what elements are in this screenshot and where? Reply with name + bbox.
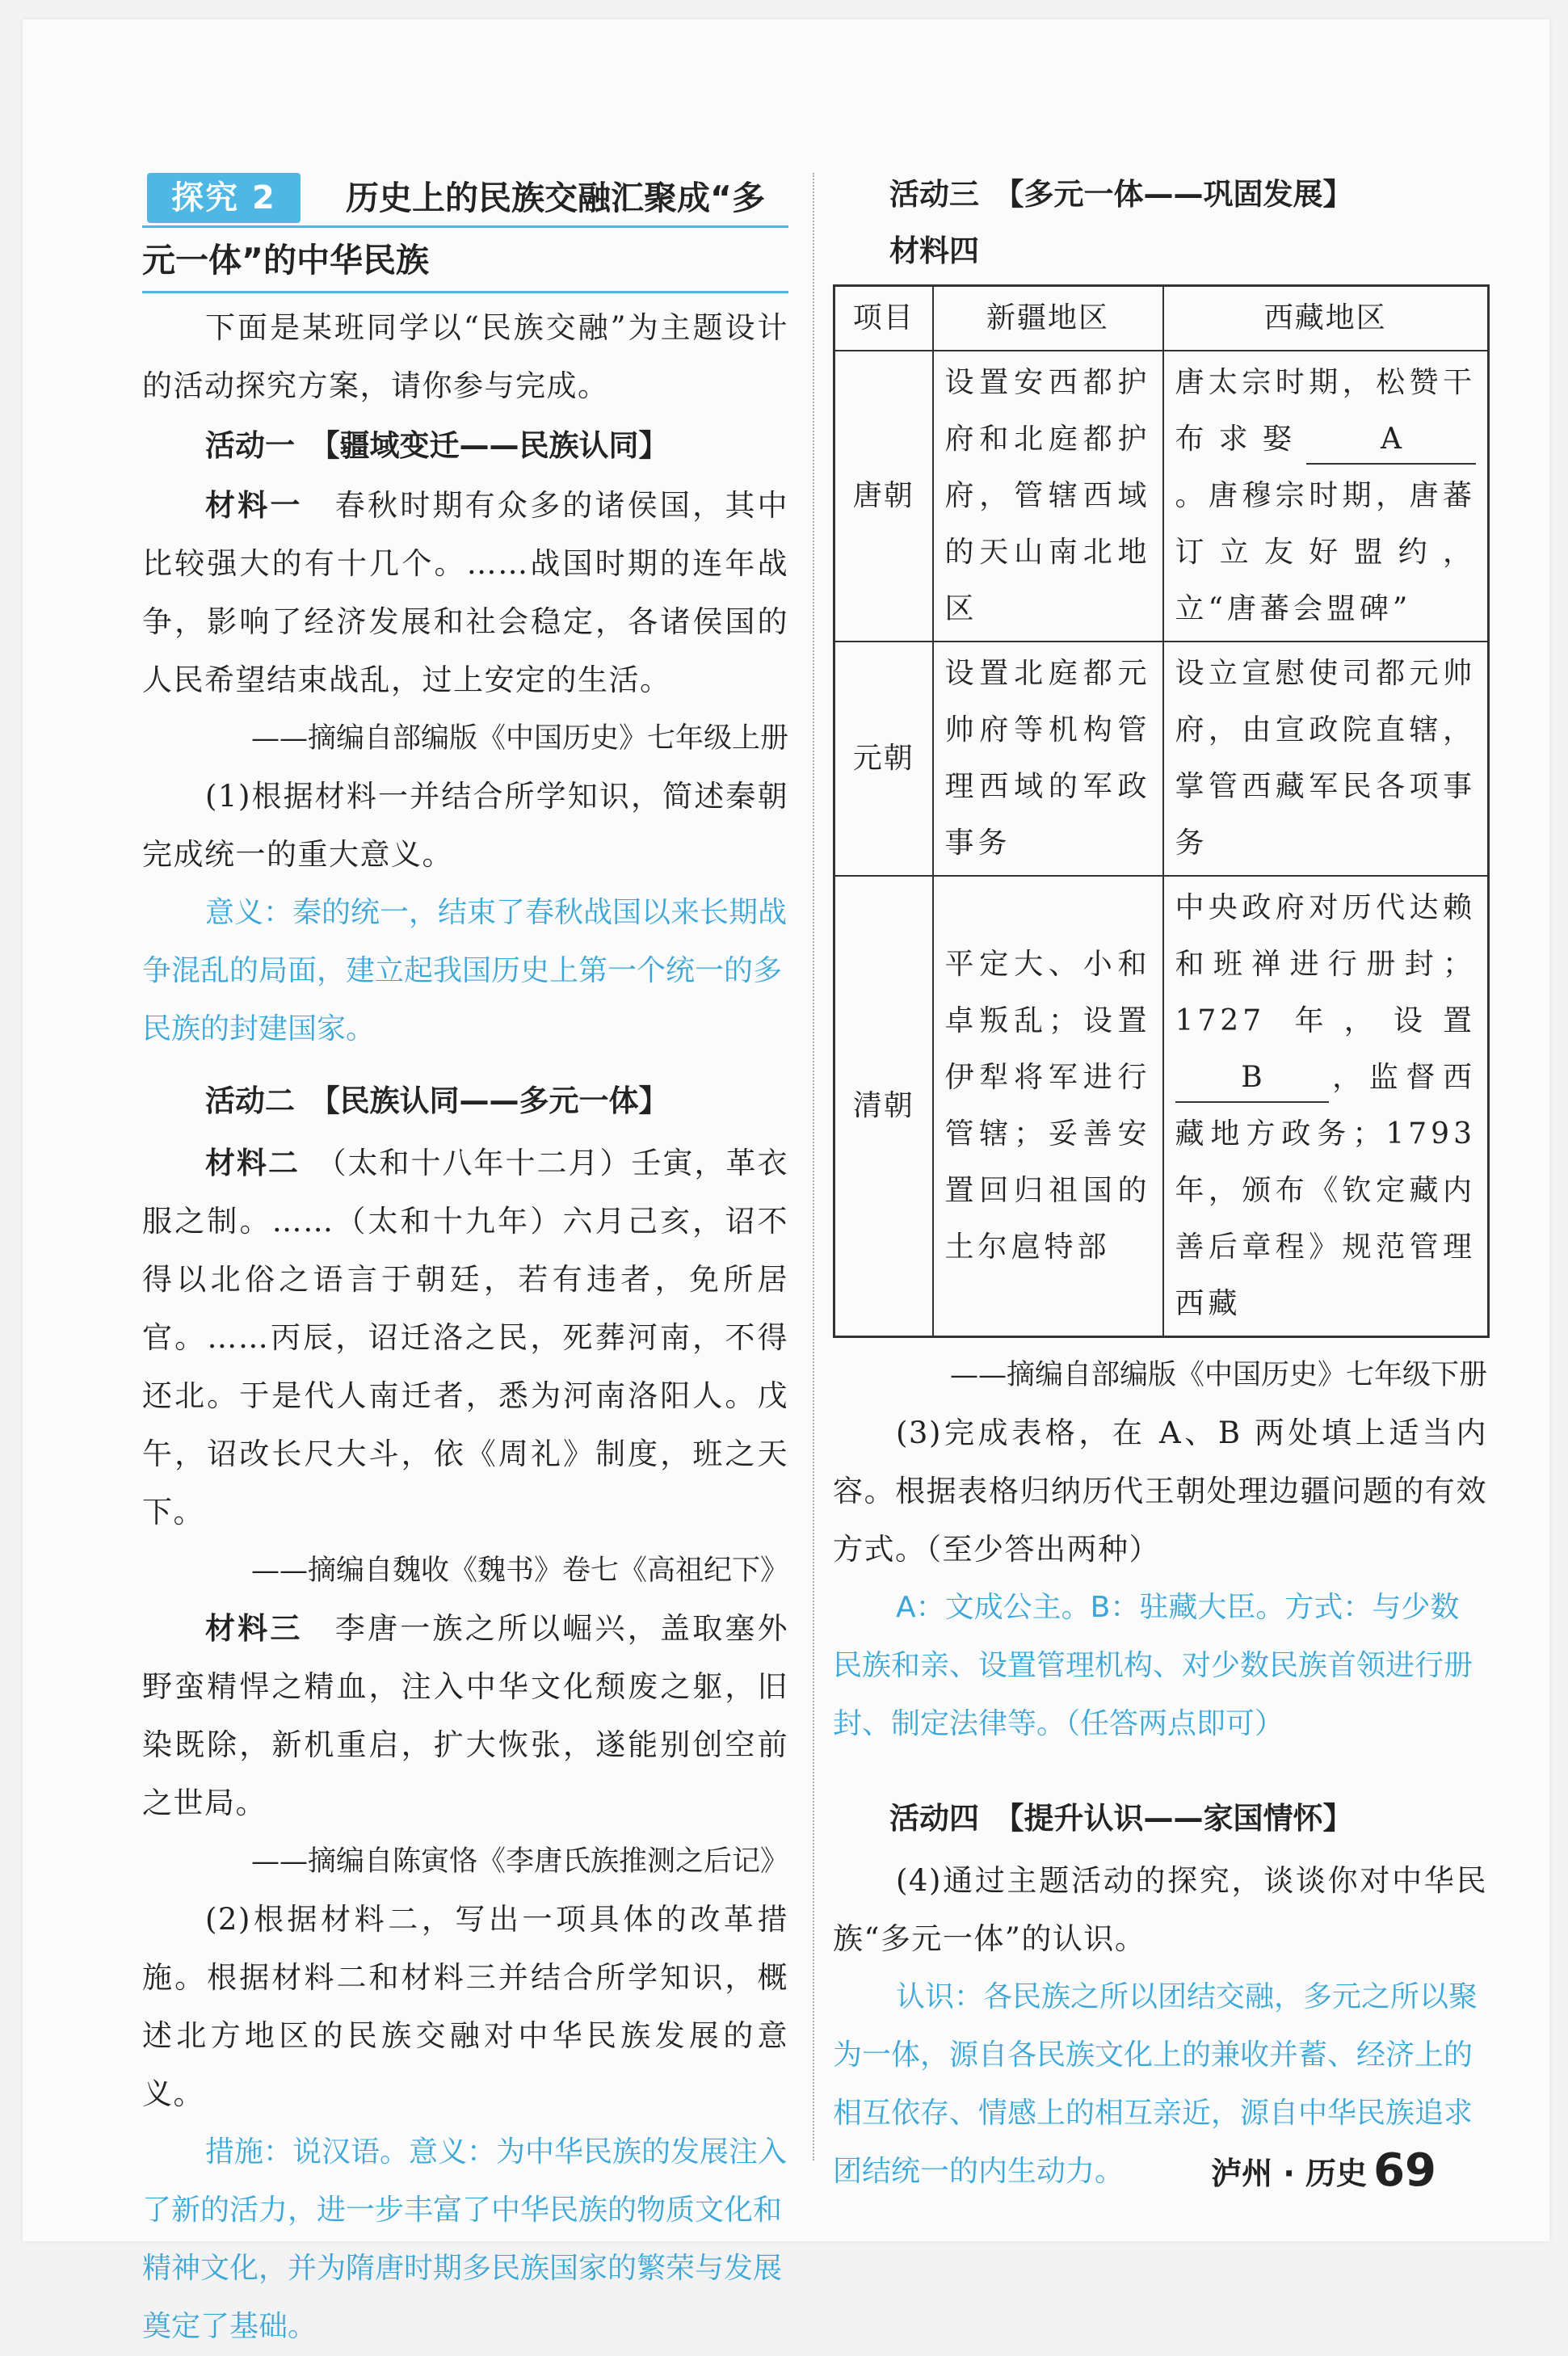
material1-label: 材料一: [205, 488, 303, 523]
era-cell: 元朝: [834, 642, 933, 876]
question3: (3)完成表格，在 A、B 两处填上适当内容。根据表格归纳历代王朝处理边疆问题的有效方式。（至少答出两种）: [833, 1416, 1487, 1567]
xinjiang-cell: 设置安西都护府和北庭都护府，管辖西域的天山南北地区: [933, 351, 1163, 642]
question2: (2)根据材料二，写出一项具体的改革措施。根据材料二和材料三并结合所学知识，概述北方地区的民族交融对中华民族发展的意义。: [142, 1902, 788, 2111]
material1-text: 春秋时期有众多的诸侯国，其中比较强大的有十几个。……战国时期的连年战争，影响了经济发展和社会稳定，各诸侯国的人民希望结束战乱，过上安定的生活。: [142, 488, 789, 697]
activity2-heading: 活动二 【民族认同——多元一体】: [205, 1083, 669, 1118]
xizang-text: 唐太宗时期，松赞干布求娶: [1175, 366, 1476, 456]
xizang-text: ，监督西藏地方政务；1793 年，颁布《钦定藏内善后章程》规范管理西藏: [1175, 1061, 1476, 1320]
answer4: 认识：各民族之所以团结交融，多元之所以聚为一体，源自各民族文化上的兼收并蓄、经济上的相互依存、情感上的相互亲近，源自中华民族追求团结统一的内生动力。: [833, 1980, 1478, 2188]
footer-course: 泸州 · 历史: [1211, 2156, 1368, 2191]
question4: (4)通过主题活动的探究，谈谈你对中华民族“多元一体”的认识。: [833, 1863, 1487, 1956]
xizang-cell: [1163, 351, 1489, 642]
section-title-line2-row: [142, 228, 788, 292]
material2-label: 材料二: [205, 1146, 300, 1180]
table-row: [834, 642, 1489, 876]
xinjiang-cell: 设置北庭都元帅府等机构管理西域的军政事务: [933, 642, 1163, 876]
era-cell: 清朝: [834, 876, 933, 1337]
material2-text: （太和十八年十二月）壬寅，革衣服之制。……（太和十九年）六月己亥，诏不得以北俗之语言于朝廷，若有违者，免所居官。……丙辰，诏迁洛之民，死葬河南，不得还北。于是代人南迁者，悉为河南洛阳人。戊午，诏改长尺大斗，依《周礼》制度，班之天下。: [142, 1146, 788, 1529]
material4-source: ——摘编自部编版《中国历史》七年级下册: [949, 1359, 1487, 1391]
material3-label: 材料三: [205, 1611, 303, 1646]
material1: [142, 477, 788, 709]
blank-b: B: [1175, 1054, 1329, 1103]
material3-text: 李唐一族之所以崛兴，盖取塞外野蛮精悍之精血，注入中华文化颓废之躯，旧染既除，新机重启，扩大恢张，遂能别创空前之世局。: [142, 1611, 789, 1820]
page: [23, 19, 1549, 2343]
material3-source: ——摘编自陈寅恪《李唐氏族推测之后记》: [250, 1845, 788, 1878]
xinjiang-cell: 平定大、小和卓叛乱；设置伊犁将军进行管辖；妥善安置回归祖国的土尔扈特部: [933, 876, 1163, 1337]
era-cell: 唐朝: [834, 351, 933, 642]
table-header: 新疆地区: [933, 286, 1163, 351]
activity1-heading: 活动一 【疆域变迁——民族认同】: [205, 428, 669, 463]
xizang-text: 中央政府对历代达赖和班禅进行册封；1727 年，设置: [1175, 891, 1476, 1037]
activity4-heading: 活动四 【提升认识——家国情怀】: [889, 1801, 1353, 1836]
page-number: 69: [1373, 2144, 1436, 2197]
question1: (1)根据材料一并结合所学知识，简述秦朝完成统一的重大意义。: [142, 779, 788, 872]
material2-source: ——摘编自魏收《魏书》卷七《高祖纪下》: [250, 1555, 788, 1587]
table-header: 西藏地区: [1163, 286, 1489, 351]
answer3: A：文成公主。B：驻藏大臣。方式：与少数民族和亲、设置管理机构、对少数民族首领进行册封、制定法律等。（任答两点即可）: [833, 1591, 1473, 1740]
column-divider: [813, 173, 814, 2160]
table-header: 项目: [834, 286, 933, 351]
blank-a: A: [1306, 416, 1476, 465]
right-column: [833, 173, 1487, 2201]
section-header: [142, 170, 788, 228]
section-title-line2: 元一体”的中华民族: [142, 241, 429, 280]
material1-source: ——摘编自部编版《中国历史》七年级上册: [250, 722, 788, 755]
page-footer: [1211, 2144, 1436, 2197]
activity3-heading: 活动三 【多元一体——巩固发展】: [889, 177, 1353, 212]
table-row: [834, 351, 1489, 642]
intro-text: 下面是某班同学以“民族交融”为主题设计的活动探究方案，请你参与完成。: [142, 310, 788, 403]
title-underline-2: [142, 291, 788, 293]
history-table: [833, 284, 1490, 1338]
xizang-cell: [1163, 876, 1489, 1337]
section-title-line1: 历史上的民族交融汇聚成“多: [346, 179, 765, 217]
section-badge: 探究 2: [147, 173, 301, 223]
material3: [142, 1600, 788, 1832]
answer2: 措施：说汉语。意义：为中华民族的发展注入了新的活力，进一步丰富了中华民族的物质文化和精神文化，并为隋唐时期多民族国家的繁荣与发展奠定了基础。: [142, 2135, 788, 2343]
xizang-cell: 设立宣慰使司都元帅府，由宣政院直辖，掌管西藏军民各项事务: [1163, 642, 1489, 876]
table-row: [834, 876, 1489, 1337]
material2: [142, 1134, 788, 1542]
table-header-row: [834, 286, 1489, 351]
answer1: 意义：秦的统一，结束了春秋战国以来长期战争混乱的局面，建立起我国历史上第一个统一的多民族的封建国家。: [142, 896, 788, 1045]
xizang-text: 。唐穆宗时期，唐蕃订立友好盟约，立“唐蕃会盟碑”: [1175, 479, 1476, 625]
material4-label: 材料四: [889, 233, 979, 268]
left-column: [142, 173, 788, 2356]
